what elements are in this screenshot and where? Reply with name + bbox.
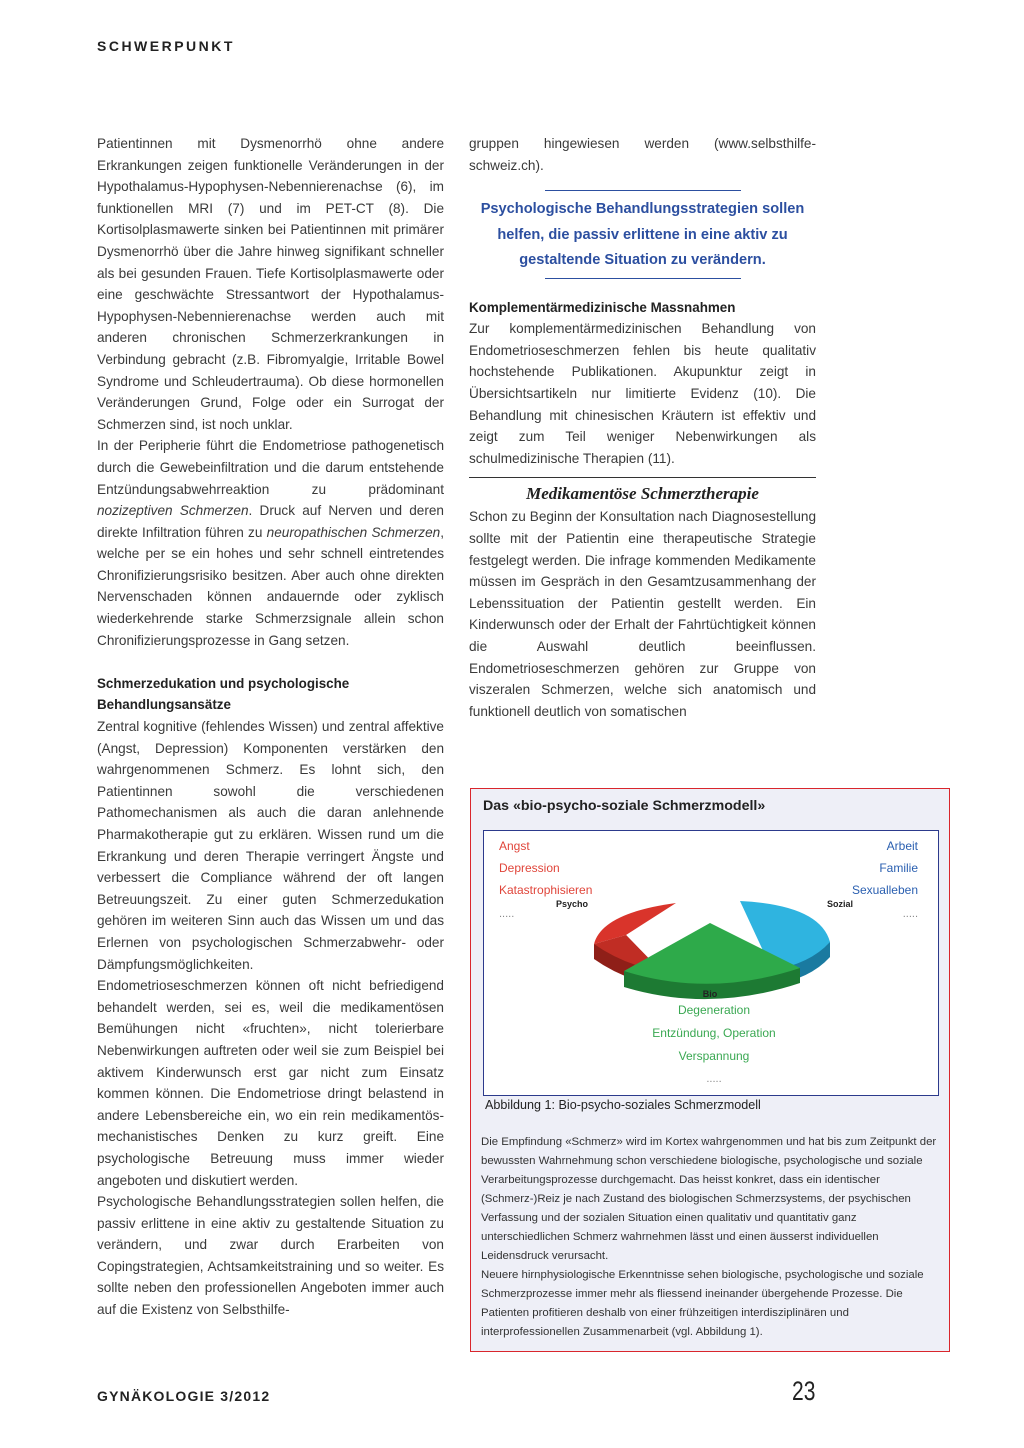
sozial-item: Familie	[879, 861, 918, 875]
section-title: Medikamentöse Schmerztherapie	[526, 484, 759, 504]
sozial-item: .....	[902, 908, 918, 920]
sozial-item: Sexualleben	[851, 883, 918, 897]
box-title: Das «bio-psycho-soziale Schmerzmodell»	[483, 798, 766, 814]
box-paragraph: Die Empfindung «Schmerz» wird im Kortex wahrgenommen und hat bis zum Zeitpunkt der bewussten Wahrnehmung schon verschiedene biologische, psychologische und soziale Verarbeitungsprozesse durchgemacht. Das heisst konkret, dass ein identischer (Schmerz-)Reiz je nach Zustand des biologischen Schmerzsystems, der psychischen Verfassung und der sozialen Situation einen qualitativ und quantitativ ganz unterschiedlichen Schmerz wahrnehmen lässt und einen äusserst individuellen Leidensdruck verursacht.	[481, 1136, 937, 1262]
paragraph: Schon zu Beginn der Konsultation nach Diagnosestellung sollte mit der Patientin eine therapeutische Strategie festgelegt werden. Die infrage kommenden Medikamente müssen im Gespräch in den Gesamtzusammenhang der Lebenssituation der Patientin gestellt werden. Ein Kinderwunsch oder der Erhalt der Fahrtüchtigkeit können die Auswahl deutlich beeinflussen. Endometrioseschmerzen gehören zur Gruppe von viszeralen Schmerzen, welche sich anatomisch und funktionell deutlich von somatischen	[469, 509, 816, 719]
left-column	[97, 133, 444, 1321]
bio-item: .....	[706, 1073, 722, 1085]
bio-item: Verspannung	[678, 1049, 750, 1063]
box-text	[481, 1133, 943, 1342]
paragraph: Psychologische Behandlungsstrategien sollen helfen, die passiv erlittene in eine aktiv zu gestaltende Situation zu verändern, und zwar durch Erarbeiten von Copingstrategien, Achtsamkeitstraining und so weiter. Es sollte neben den professionellen Angeboten immer auch auf die Existenz von Selbsthilfe-	[97, 1194, 444, 1318]
psycho-item: Depression	[499, 861, 560, 875]
pull-quote-text: Psychologische Behandlungsstrategien sollen helfen, die passiv erlittene in eine aktiv zu gestaltende Situation zu verändern.	[480, 201, 805, 269]
bio-item: Entzündung, Operation	[652, 1026, 776, 1040]
figure	[483, 830, 939, 1096]
sozial-label: Sozial	[827, 899, 854, 909]
bio-item: Degeneration	[677, 1003, 751, 1017]
subheading: Komplementärmedizinische Massnahmen	[469, 299, 736, 315]
section-divider	[469, 477, 816, 478]
psycho-item: .....	[499, 908, 515, 920]
box-paragraph: Neuere hirnphysiologische Erkenntnisse sehen biologische, psychologische und soziale Schmerzprozesse immer mehr als fliessend ineinander übergehende Prozesse. Die Patienten profitieren deshalb von einer frühzeitigen interdisziplinären und interprofessionellen Zusammenarbeit (vgl. Abbildung 1).	[481, 1269, 924, 1338]
paragraph: In der Peripherie führt die Endometriose pathogenetisch durch die Gewebeinfiltration und die darum entstehende Entzündungsabwehrreaktion zu prädominant nozizeptiven Schmerzen. Druck auf Nerven und deren direkte Infiltration führen zu neuropathischen Schmerzen, welche per se ein hohes und sehr schnell eintretendes Chronifizierungsrisiko besitzen. Aber auch ohne direkten Nervenschaden können andauernde oder zyklisch wiederkehrende starke Schmerzsignale allein schon Chronifizierungsprozesse in Gang setzen.	[97, 438, 444, 648]
psycho-label: Psycho	[555, 899, 588, 909]
psycho-item: Angst	[499, 839, 530, 853]
journal-footer: GYNÄKOLOGIE 3/2012	[97, 1388, 271, 1404]
figure-caption: Abbildung 1: Bio-psycho-soziales Schmerzmodell	[485, 1098, 761, 1112]
page-number: 23	[792, 1376, 816, 1406]
sozial-item: Arbeit	[886, 839, 918, 853]
section-label: SCHWERPUNKT	[97, 38, 235, 54]
paragraph: Endometrioseschmerzen können oft nicht befriedigend behandelt werden, sei es, weil die medikamentösen Bemühungen nicht «fruchten», nicht tolerierbare Nebenwirkungen auftreten oder weil sie zum Beispiel bei aktivem Kinderwunsch erst gar nicht zum Einsatz kommen können. Die Endometriose dringt belastend in andere Lebensbereiche ein, wo ein rein medikamentös-mechanistisches Denken zu kurz greift. Eine psychologische Betreuung muss immer wieder angeboten und diskutiert werden.	[97, 978, 444, 1188]
pie-diagram	[484, 831, 937, 1094]
paragraph: Zur komplementärmedizinischen Behandlung von Endometrioseschmerzen fehlen bis heute qualitativ hochstehende Publikationen. Akupunktur zeigt in Übersichtsartikeln nur limitierte Evidenz (10). Die Behandlung mit chinesischen Kräutern ist effektiv und zeigt zum Teil weniger Nebenwirkungen als schulmedizinische Therapien (11).	[469, 321, 816, 466]
paragraph: Zentral kognitive (fehlendes Wissen) und zentral affektive (Angst, Depression) Komponenten verstärken den wahrgenommenen Schmerz. Es lohnt sich, den Patientinnen sowohl die verschiedenen Pathomechanismen als auch die daran anlehnende Pharmakotherapie gut zu erklären. Wissen rund um die Erkrankung und deren Therapie verringert Ängste und verbessert die Compliance während der oft langen Betreuungszeit. Zu einer guten Schmerzedukation gehören im weiteren Sinn auch das Wissen um und das Erlernen von psychologischen Schmerzabwehr- oder Dämpfungsmöglichkeiten.	[97, 719, 444, 972]
info-box	[470, 788, 950, 1352]
paragraph: gruppen hingewiesen werden (www.selbsthilfe-schweiz.ch).	[469, 136, 816, 173]
psycho-item: Katastrophisieren	[499, 883, 593, 897]
subheading: Schmerzedukation und psychologische Behandlungsansätze	[97, 675, 350, 713]
right-column	[469, 133, 816, 722]
bio-label: Bio	[702, 989, 718, 999]
paragraph: Patientinnen mit Dysmenorrhö ohne andere Erkrankungen zeigen funktionelle Veränderungen in der Hypothalamus-Hypophysen-Nebennierenachse (6), im funktionellen MRI (7) und im PET-CT (8). Die Kortisolplasmawerte sinken bei Patientinnen mit primärer Dysmenorrhö über die Jahre hinweg signifikant schneller als bei gesunden Frauen. Tiefe Kortisolplasmawerte oder eine geschwächte Stressantwort der Hypothalamus-Hypophysen-Nebennierenachse werden auch mit anderen chronischen Schmerzerkrankungen in Verbindung gebracht (z.B. Fibromyalgie, Irritable Bowel Syndrome und Schleudertrauma). Ob diese hormonellen Veränderungen Grund, Folge oder ein Surrogat der Schmerzen sind, ist noch unklar.	[97, 136, 444, 432]
pull-quote	[469, 190, 816, 279]
